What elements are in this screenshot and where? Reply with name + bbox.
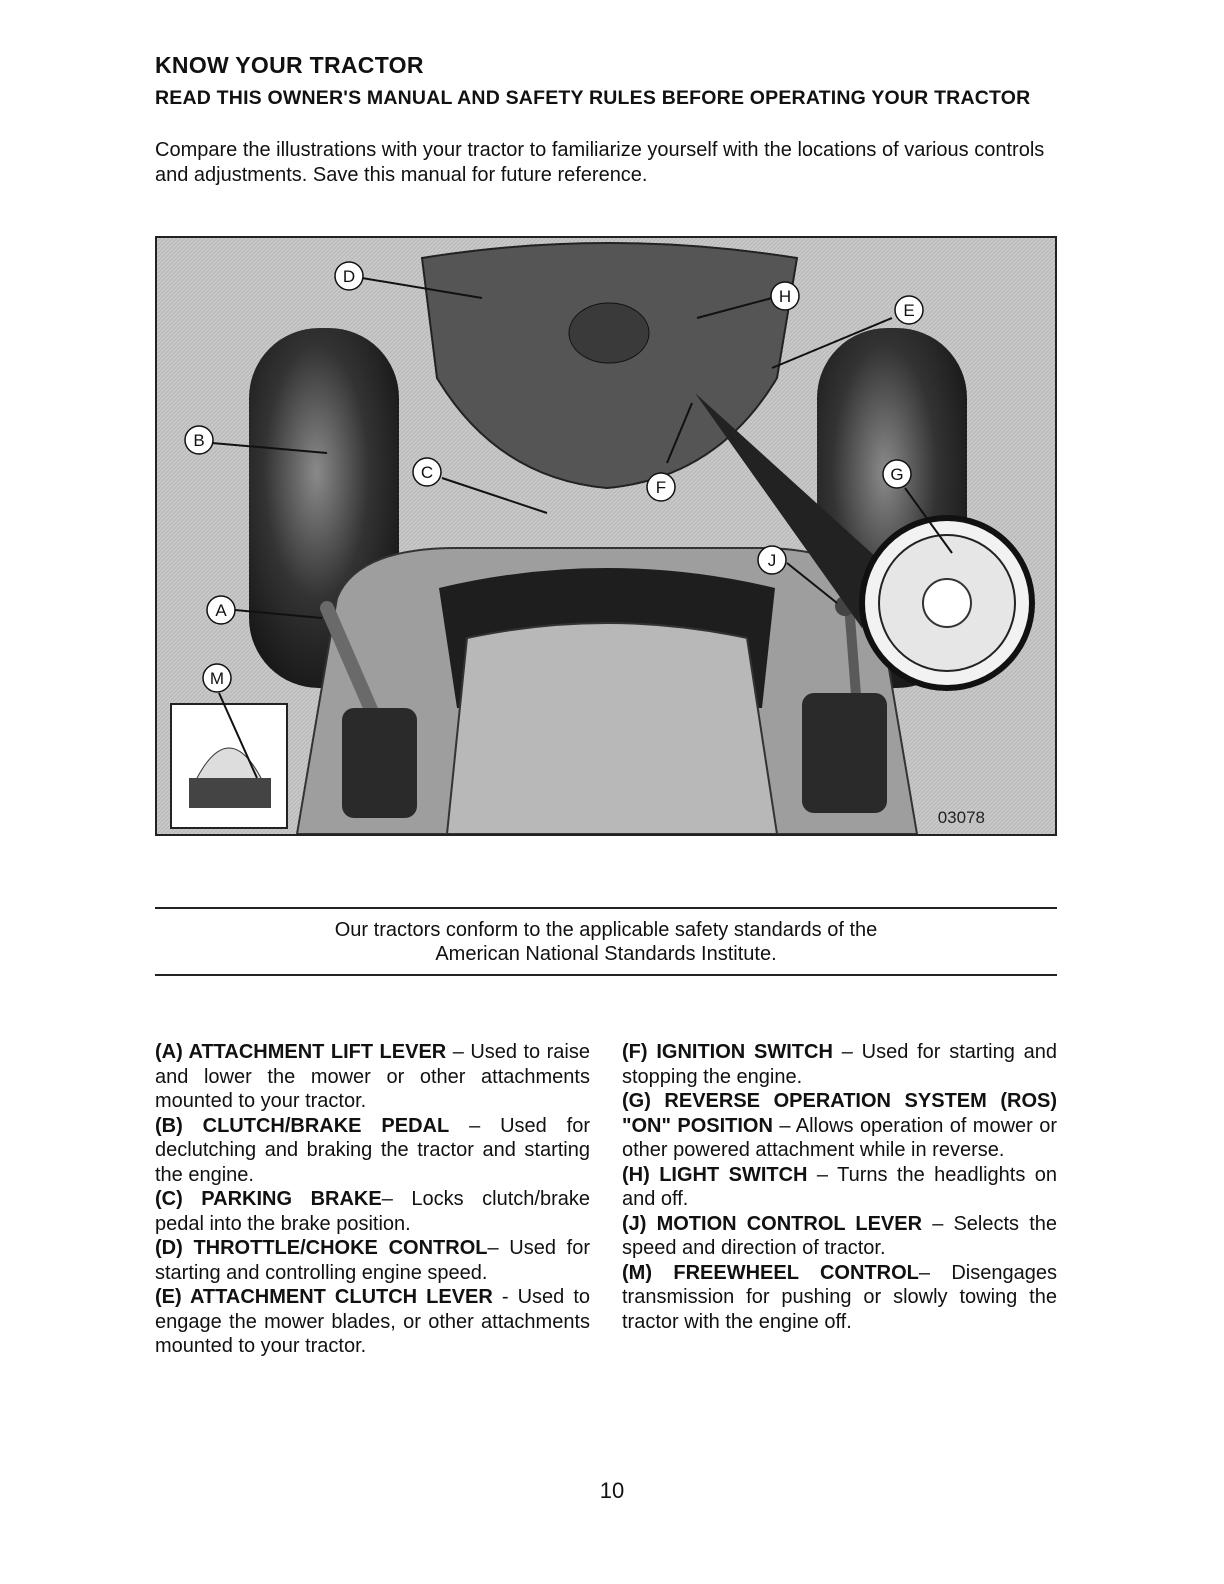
callout-f [647, 473, 675, 501]
description-b: (B) CLUTCH/BRAKE PEDAL – Used for declutching and braking the tractor and starting the engine. [155, 1114, 590, 1186]
svg-text:M: M [209, 669, 225, 688]
page-title: KNOW YOUR TRACTOR [155, 52, 424, 78]
callout-a [207, 596, 235, 624]
description-e: (E) ATTACHMENT CLUTCH LEVER - Used to engage the mower blades, or other attachments mounted to your tractor. [155, 1286, 591, 1357]
steering-column [569, 303, 649, 363]
description-m: (M) FREEWHEEL CONTROL– Disengages transmission for pushing or slowly towing the tractor with the engine off. [622, 1261, 1057, 1333]
callout-e [895, 296, 923, 324]
standards-line-1: Our tractors conform to the applicable safety standards of the [334, 919, 878, 941]
callout-h [771, 282, 799, 310]
callout-d [335, 262, 363, 290]
description-c: (C) PARKING BRAKE– Locks clutch/brake pedal into the brake position. [155, 1188, 590, 1235]
figure-number: 03078 [937, 808, 985, 827]
callout-b [185, 426, 213, 454]
notice-rule-bottom [155, 974, 1057, 976]
left-lever-base [342, 708, 417, 818]
tractor-controls-illustration [155, 236, 1057, 836]
description-g: (G) REVERSE OPERATION SYSTEM (ROS) "ON" POSITION – Allows operation of mower or other powered attachment while in reverse. [622, 1090, 1057, 1161]
callout-g [883, 460, 911, 488]
svg-text:A: A [215, 601, 227, 620]
svg-text:D: D [342, 267, 356, 286]
right-lever-base [802, 693, 887, 813]
description-j: (J) MOTION CONTROL LEVER – Selects the speed and direction of tractor. [622, 1212, 1057, 1259]
svg-text:J: J [767, 551, 777, 570]
intro-paragraph: Compare the illustrations with your tractor to familiarize yourself with the locations of various controls and adjustments. Save this manual for future reference. [155, 139, 1045, 186]
notice-rule-top [155, 907, 1057, 909]
description-a: (A) ATTACHMENT LIFT LEVER – Used to raise and lower the mower or other attachments mounted to your tractor. [155, 1041, 590, 1112]
callout-m [203, 664, 231, 692]
description-h: (H) LIGHT SWITCH – Turns the headlights on and off. [622, 1163, 1058, 1210]
standards-line-2: American National Standards Institute. [435, 943, 777, 965]
svg-text:G: G [890, 465, 904, 484]
tractor-drawing [157, 238, 1055, 834]
page-subtitle: READ THIS OWNER'S MANUAL AND SAFETY RULES BEFORE OPERATING YOUR TRACTOR [155, 87, 1031, 109]
svg-text:H: H [778, 287, 792, 306]
descriptions-left-column [155, 1040, 590, 1359]
callout-c [413, 458, 441, 486]
svg-text:C: C [420, 463, 434, 482]
standards-notice [155, 918, 1057, 966]
svg-text:B: B [193, 431, 205, 450]
descriptions-right-column [622, 1040, 1057, 1334]
page-number: 10 [599, 1478, 625, 1503]
svg-text:F: F [655, 478, 667, 497]
description-f: (F) IGNITION SWITCH – Used for starting and stopping the engine. [622, 1041, 1058, 1088]
callout-j [758, 546, 786, 574]
description-d: (D) THROTTLE/CHOKE CONTROL– Used for starting and controlling engine speed. [155, 1237, 591, 1284]
svg-text:E: E [903, 301, 915, 320]
seat [447, 623, 777, 834]
